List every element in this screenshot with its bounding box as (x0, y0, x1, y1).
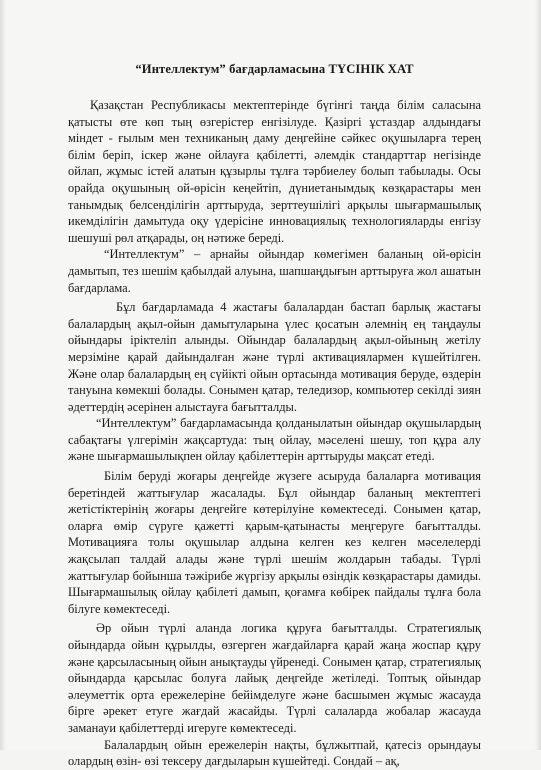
paragraph-6: Әр ойын түрлі аланда логика құруға бағытталды. Стратегиялық ойындарда ойын құрылды, өзгерген жағдайларға қарай жаңа жоспар құру және қарсыласының ойын анықтауды үйренеді. Сонымен қатар, стратегиялық ойындарда қарсылас болуға лайық деңгейде жетіледі. Топтық ойындар әлеуметтік орта ережелеріне бейімделуге және басшымен жұмыс жасауда бірге әрекет етуге жағдай жасайды. Түрлі салаларда жобалар жасауда заманауи қабілеттерді игеруге көмектеседі. (68, 621, 481, 735)
scan-shadow-right (535, 0, 541, 750)
document-title: “Интеллектум” бағдарламасына ТҮСІНІК ХАТ (135, 62, 414, 76)
paragraph-5: Білім беруді жоғары деңгейде жүзеге асыруда балаларға мотивация беретіндей жаттығулар жасалады. Бұл ойындар баланың мектептегі жетістіктерінің жоғары деңгейге көтерілуіне көмектеседі. Сонымен қатар, оларға өмір сүруге қажетті қарым-қатынасты меңгеруге бағытталды. Мотивацияға толы оқушылар алдына келген кез келген мәселелерді жақсылап талдай алады және түрлі шешім жолдарын табады. Түрлі жаттығулар бойынша тәжірибе жүргізу арқылы өзіндік көзқарастары дамиды. Шығармашылық ойлау қабілеті дамып, қоғамға көбірек пайдалы тұлға бола білуге көмектеседі. (68, 469, 481, 616)
paragraph-4: “Интеллектум” бағдарламасында қолданылатын ойындар оқушылардың сабақтағы үлгерімін жақсартуда: тың ойлау, мәселені шешу, топ құра алу және шығармашылықпен ойлау қабілеттерін арттыруды мақсат етеді. (68, 416, 481, 464)
scan-shadow-left (0, 0, 6, 750)
paragraph-1: Қазақстан Республикасы мектептерінде бүгінгі таңда білім саласына қатысты өте көп тың өзгерістер енгізілуде. Қазіргі ұстаздар алдындағы міндет - ғылым мен техниканың даму деңгейіне сәйкес оқушыларға терең білім беріп, іскер және ойлауға қабілетті, әлемдік стандарттар негізінде ойлап, жұмыс істей алатын құзырлы тұлға тәрбиелеу болып табылады. Осы орайда оқушының ой-өрісін кеңейтіп, дүниетанымдық көзқарастары мен танымдық белсенділігін арттыруда, зерттеушілігі арқылы шығармашылық икемділігін дамытуда оқу үдерісіне инновациялық технологияларды енгізу шешуші рөл атқарады, оң нәтиже береді. (68, 98, 481, 245)
paragraph-3: Бұл бағдарламада 4 жастағы балалардан бастап барлық жастағы балалардың ақыл-ойын дамытуларына үлес қосатын әлемнің ең таңдаулы ойындары іріктеліп алынды. Ойындар балалардың ақыл-ойының жетілу мерзіміне қарай дайындалған және түрлі активациялармен күшейтілген. Және олар балалардың ең сүйікті ойын ортасында мотивация беруде, өздерін тануына көмекші болады. Сонымен қатар, теледизор, компьютер секілді зиян әдеттердің әсерінен алыстауға бағытталды. (68, 300, 481, 414)
paragraph-7: Балалардың ойын ережелерін нақты, бұлжытпай, қатесіз орындауы олардың өзін- өзі тексеру дағдыларын күшейтеді. Сондай – ақ, (68, 737, 481, 769)
paragraph-2: “Интеллектум” – арнайы ойындар көмегімен баланың ой-өрісін дамытып, тез шешім қабылдай алуына, шапшаңдығын арттыруға жол ашатын бағдарлама. (68, 247, 481, 295)
